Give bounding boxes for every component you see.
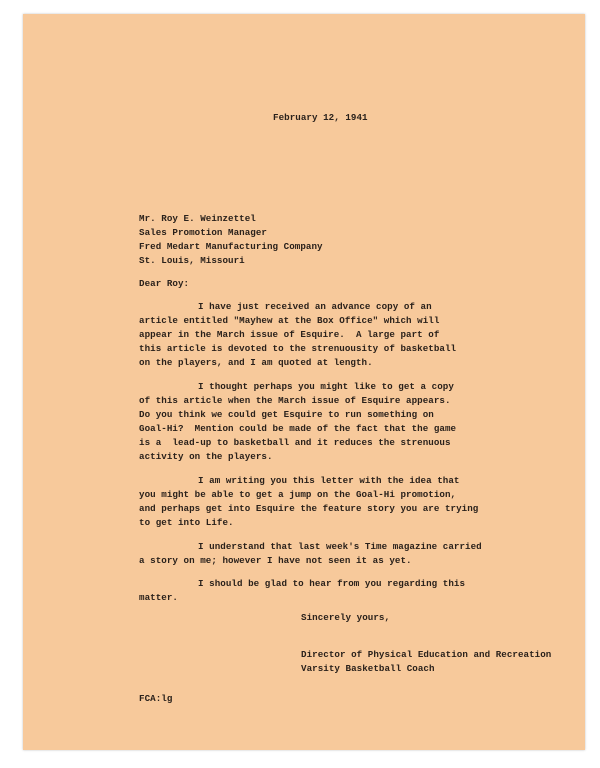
paragraph-2-line-4: Goal-Hi? Mention could be made of the fact that the game (139, 423, 457, 434)
signature-title-1: Director of Physical Education and Recreation (301, 649, 552, 660)
paragraph-3-line-4: to get into Life. (139, 517, 234, 528)
paragraph-2-line-5: is a lead-up to basketball and it reduces the strenuous (139, 437, 451, 448)
salutation: Dear Roy: (139, 278, 190, 289)
paragraph-2-line-3: Do you think we could get Esquire to run something on (139, 409, 434, 420)
paragraph-1-line-3: appear in the March issue of Esquire. A large part of (139, 329, 440, 340)
paragraph-3-line-2: you might be able to get a jump on the Goal-Hi promotion, (139, 489, 457, 500)
paragraph-3-line-3: and perhaps get into Esquire the feature story you are trying (139, 503, 479, 514)
letter-date: February 12, 1941 (273, 112, 368, 123)
paragraph-3-line-1: I am writing you this letter with the idea that (198, 475, 460, 486)
paragraph-4-line-2: a story on me; however I have not seen it as yet. (139, 555, 412, 566)
paragraph-2-line-1: I thought perhaps you might like to get a copy (198, 381, 454, 392)
recipient-title: Sales Promotion Manager (139, 227, 267, 238)
paragraph-5-line-1: I should be glad to hear from you regarding this (198, 578, 466, 589)
recipient-name: Mr. Roy E. Weinzettel (139, 213, 256, 224)
paragraph-1-line-4: this article is devoted to the strenuousity of basketball (139, 343, 457, 354)
closing: Sincerely yours, (301, 612, 391, 623)
paragraph-2-line-6: activity on the players. (139, 451, 273, 462)
typist-initials: FCA:lg (139, 693, 173, 704)
recipient-city: St. Louis, Missouri (139, 255, 245, 266)
paragraph-5-line-2: matter. (139, 592, 178, 603)
paragraph-1-line-1: I have just received an advance copy of an (198, 301, 432, 312)
paragraph-1-line-2: article entitled "Mayhew at the Box Office" which will (139, 315, 440, 326)
signature-title-2: Varsity Basketball Coach (301, 663, 435, 674)
recipient-company: Fred Medart Manufacturing Company (139, 241, 323, 252)
paragraph-4-line-1: I understand that last week's Time magazine carried (198, 541, 482, 552)
paragraph-2-line-2: of this article when the March issue of Esquire appears. (139, 395, 451, 406)
paragraph-1-line-5: on the players, and I am quoted at length. (139, 357, 373, 368)
